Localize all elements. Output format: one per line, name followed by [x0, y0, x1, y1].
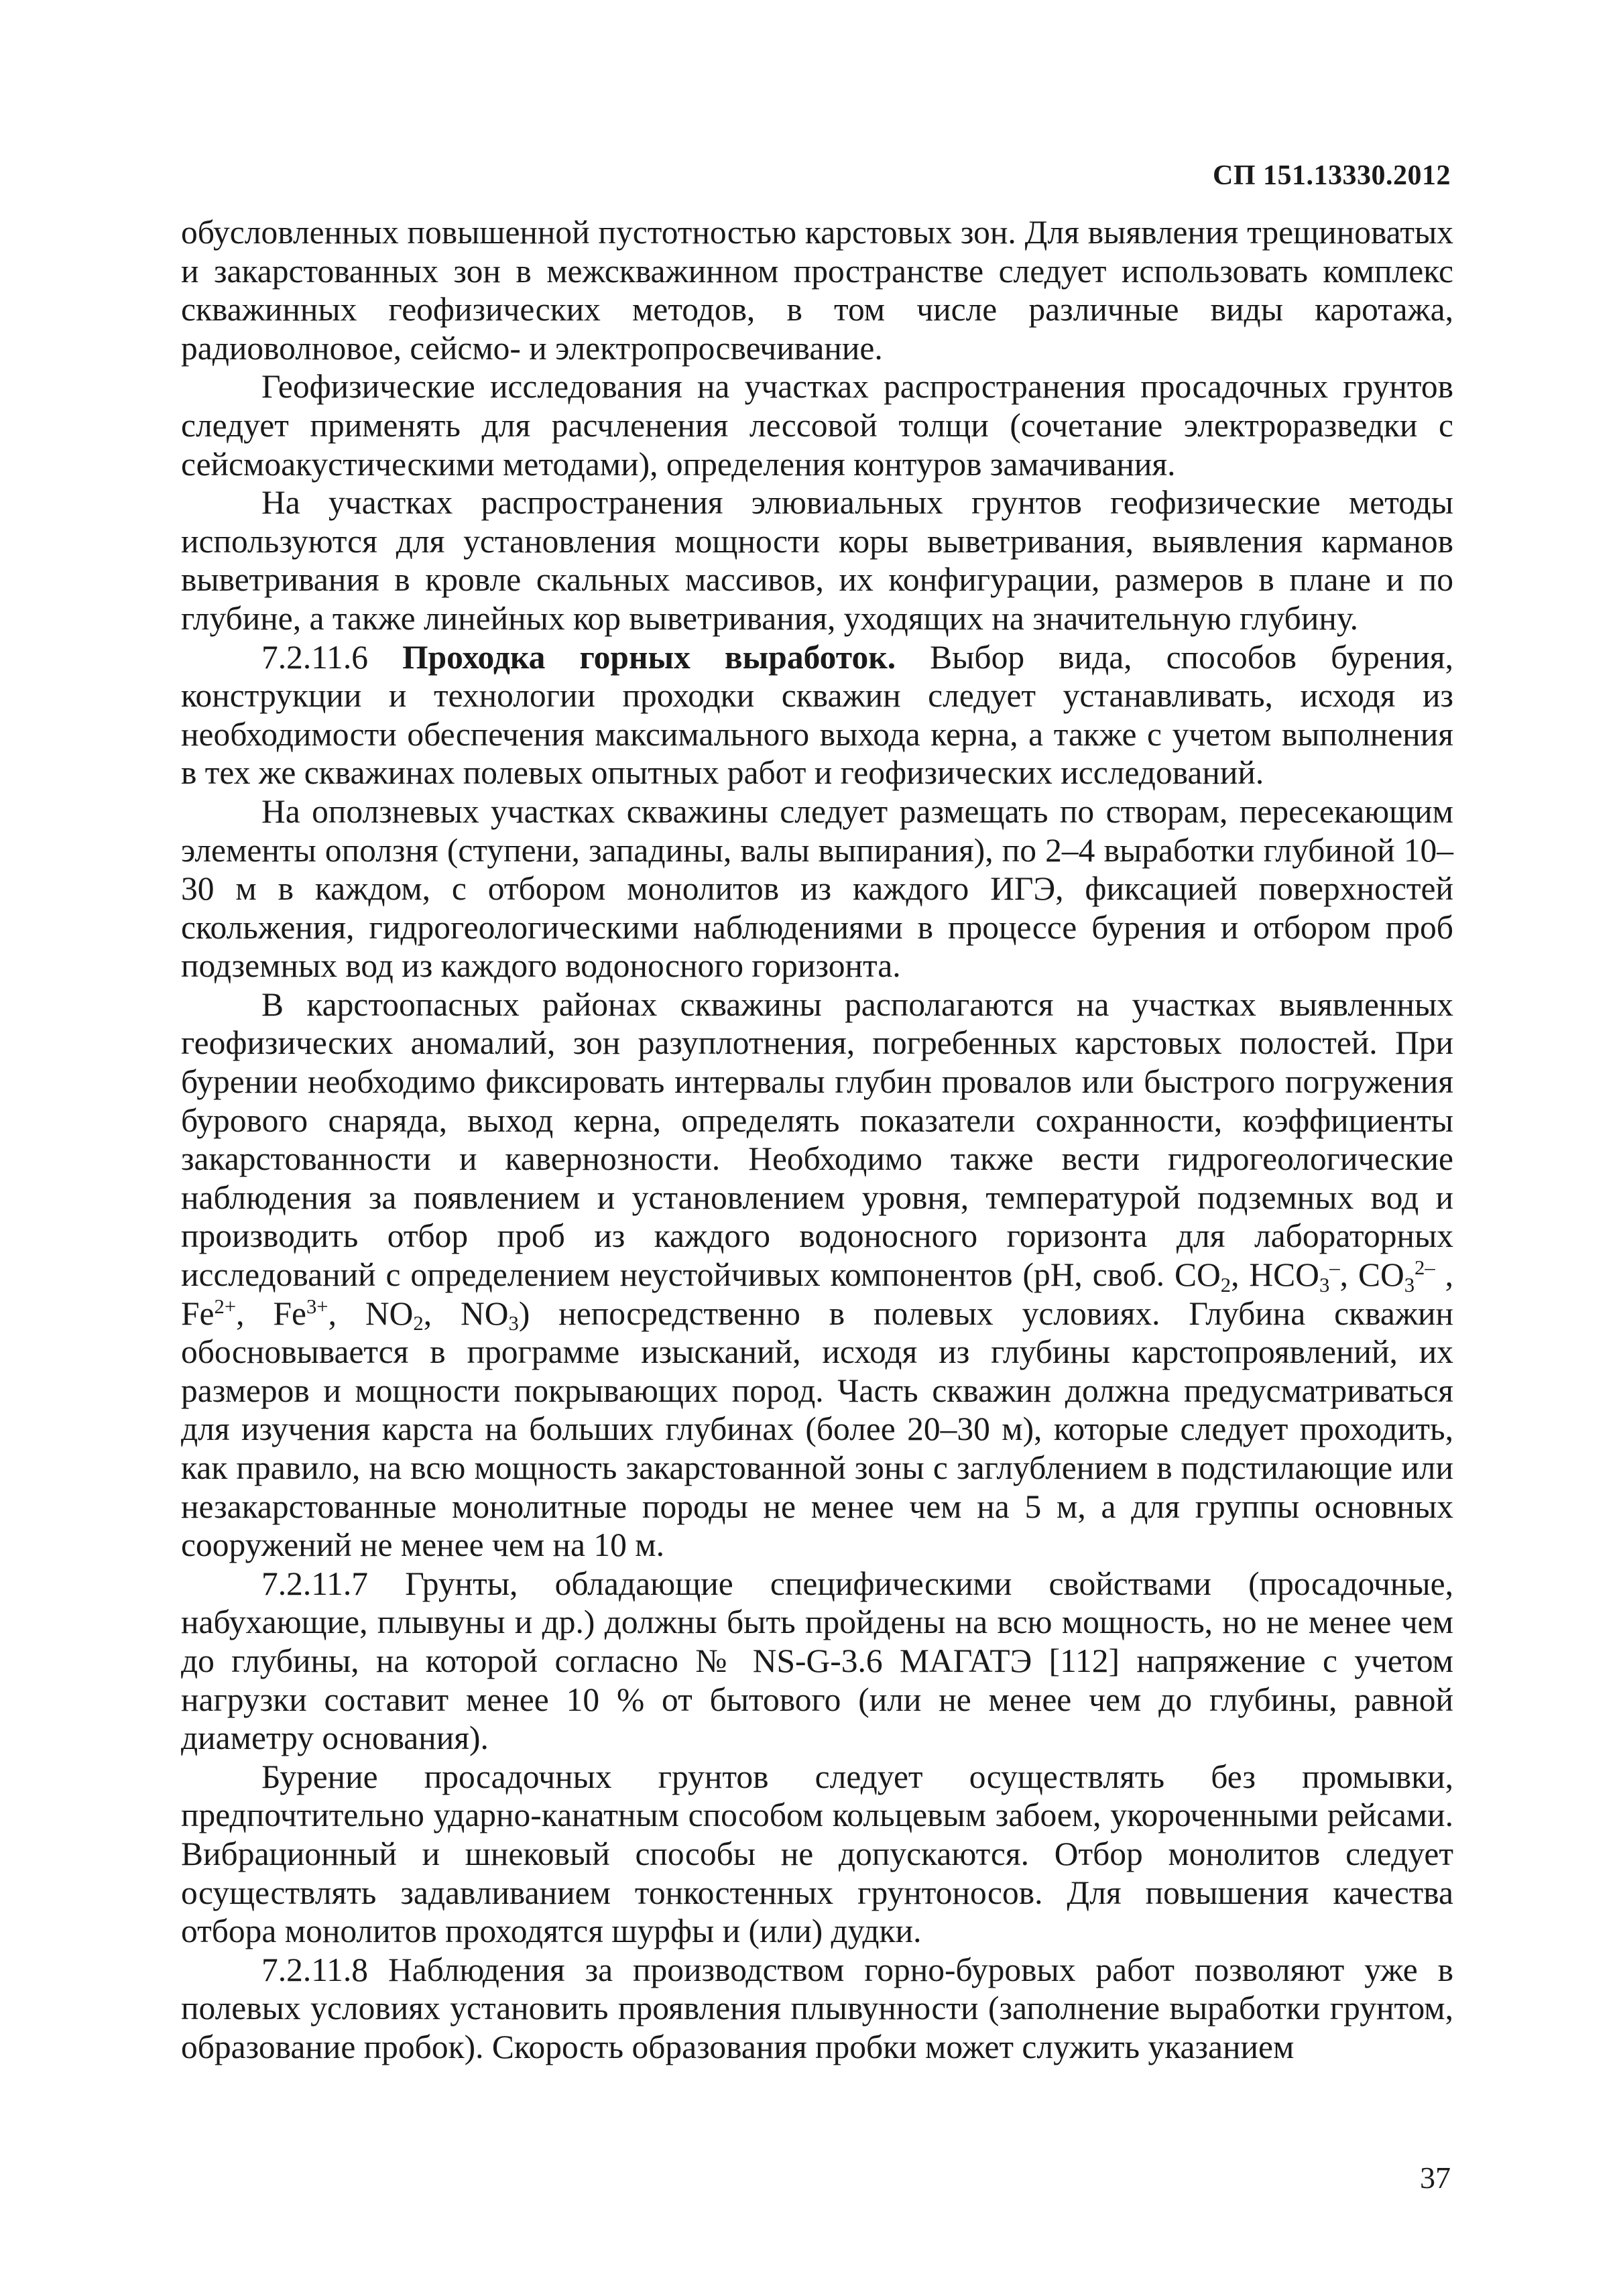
paragraph-text: ) непосредственно в полевых условиях. Глубина скважин обосновывается в программе изысканий, исходя из глубины карстопроявлений, их размеров и мощности покрывающих пород. Часть скважин должна предусматриваться для изучения карста на больших глубинах (более 20–30 м), которые следует проходить, как правило, на всю мощность закарстованной зоны с заглублением в подстилающие или незакарстованные монолитные породы не менее чем на 5 м, а для группы основных сооружений не менее чем на 10 м. [181, 1294, 1454, 1564]
karst-paragraph [181, 985, 1453, 1565]
paragraph-text: Выбор вида, способов бурения, конструкции и технологии проходки скважин следует устанавливать, исходя из необходимости обеспечения максимального выхода керна, а также с учетом выполнения в тех же скважинах полевых опытных работ и геофизических исследований. [181, 638, 1453, 792]
clause-paragraph [181, 1951, 1453, 2067]
paragraph: На оползневых участках скважины следует размещать по створам, пересекающим элементы оползня (ступени, западины, валы выпирания), по 2–4 выработки глубиной 10–30 м в каждом, с отбором монолитов из каждого ИГЭ, фиксацией поверхностей скольжения, гидрогеологическими наблюдениями в процессе бурения и отбором проб подземных вод из каждого водоносного горизонта. [181, 792, 1453, 985]
paragraph: На участках распространения элювиальных грунтов геофизические методы используются для установления мощности коры выветривания, выявления карманов выветривания в кровле скальных массивов, их конфигурации, размеров в плане и по глубине, а также линейных кор выветривания, уходящих на значительную глубину. [181, 484, 1453, 637]
paragraph: обусловленных повышенной пустотностью карстовых зон. Для выявления трещиноватых и закарстованных зон в межскважинном пространстве следует использовать комплекс скважинных геофизических методов, в том числе различные виды каротажа, радиоволновое, сейсмо- и электропросвечивание. [181, 214, 1453, 367]
paragraph-text: В карстоопасных районах скважины располагаются на участках выявленных геофизических аномалий, зон разуплотнения, погребенных карстовых полостей. При бурении необходимо фиксировать интервалы глубин провалов или быстрого погружения бурового снаряда, выход керна, определять показатели сохранности, коэффициенты закарстованности и кавернозности. Необходимо также вести гидрогеологические наблюдения за появлением и установлением уровня, температурой подземных вод и производить отбор проб из каждого водоносного горизонта для лабораторных исследований с определением неустойчивых компонентов (pH, своб. [181, 985, 1453, 1294]
page-body [181, 213, 1453, 2067]
clause-number: 7.2.11.6 [261, 638, 369, 676]
clause-title: Проходка горных выработок. [402, 638, 896, 676]
paragraph: Бурение просадочных грунтов следует осуществлять без промывки, предпочтительно ударно-канатным способом кольцевым забоем, укороченными рейсами. Вибрационный и шнековый способы не допускаются. Отбор монолитов следует осуществлять задавливанием тонкостенных грунтоносов. Для повышения качества отбора монолитов проходятся шурфы и (или) дудки. [181, 1758, 1453, 1950]
clause-number: 7.2.11.8 [261, 1951, 369, 1988]
page-number: 37 [1420, 2161, 1451, 2195]
paragraph-text: Наблюдения за производством горно-буровых работ позволяют уже в полевых условиях установить проявления плывунности (заполнение выработки грунтом, образование пробок). Скорость образования пробки может служить указанием [181, 1951, 1454, 2065]
paragraph: Геофизические исследования на участках распространения просадочных грунтов следует применять для расчленения лессовой толщи (сочетание электроразведки с сейсмоакустическими методами), определения контуров замачивания. [181, 368, 1453, 483]
clause-paragraph [181, 1565, 1453, 1758]
clause-number: 7.2.11.7 [261, 1565, 369, 1602]
chemical-formula-list: $CO_2$, $HCO_3^-$, $CO_3^{2-}$ , $Fe^{2+}$, $Fe^{3+}$, $NO_2$, $NO_3$ [181, 1256, 1454, 1335]
paragraph-text: Грунты, обладающие специфическими свойствами (просадочные, набухающие, плывуны и др.) должны быть пройдены на всю мощность, но не менее чем до глубины, на которой согласно № NS-G-3.6 МАГАТЭ [112] напряжение с учетом нагрузки составит менее 10 % от бытового (или не менее чем до глубины, равной диаметру основания). [181, 1565, 1454, 1757]
document-code-header: СП 151.13330.2012 [1213, 160, 1451, 191]
clause-paragraph [181, 638, 1453, 792]
